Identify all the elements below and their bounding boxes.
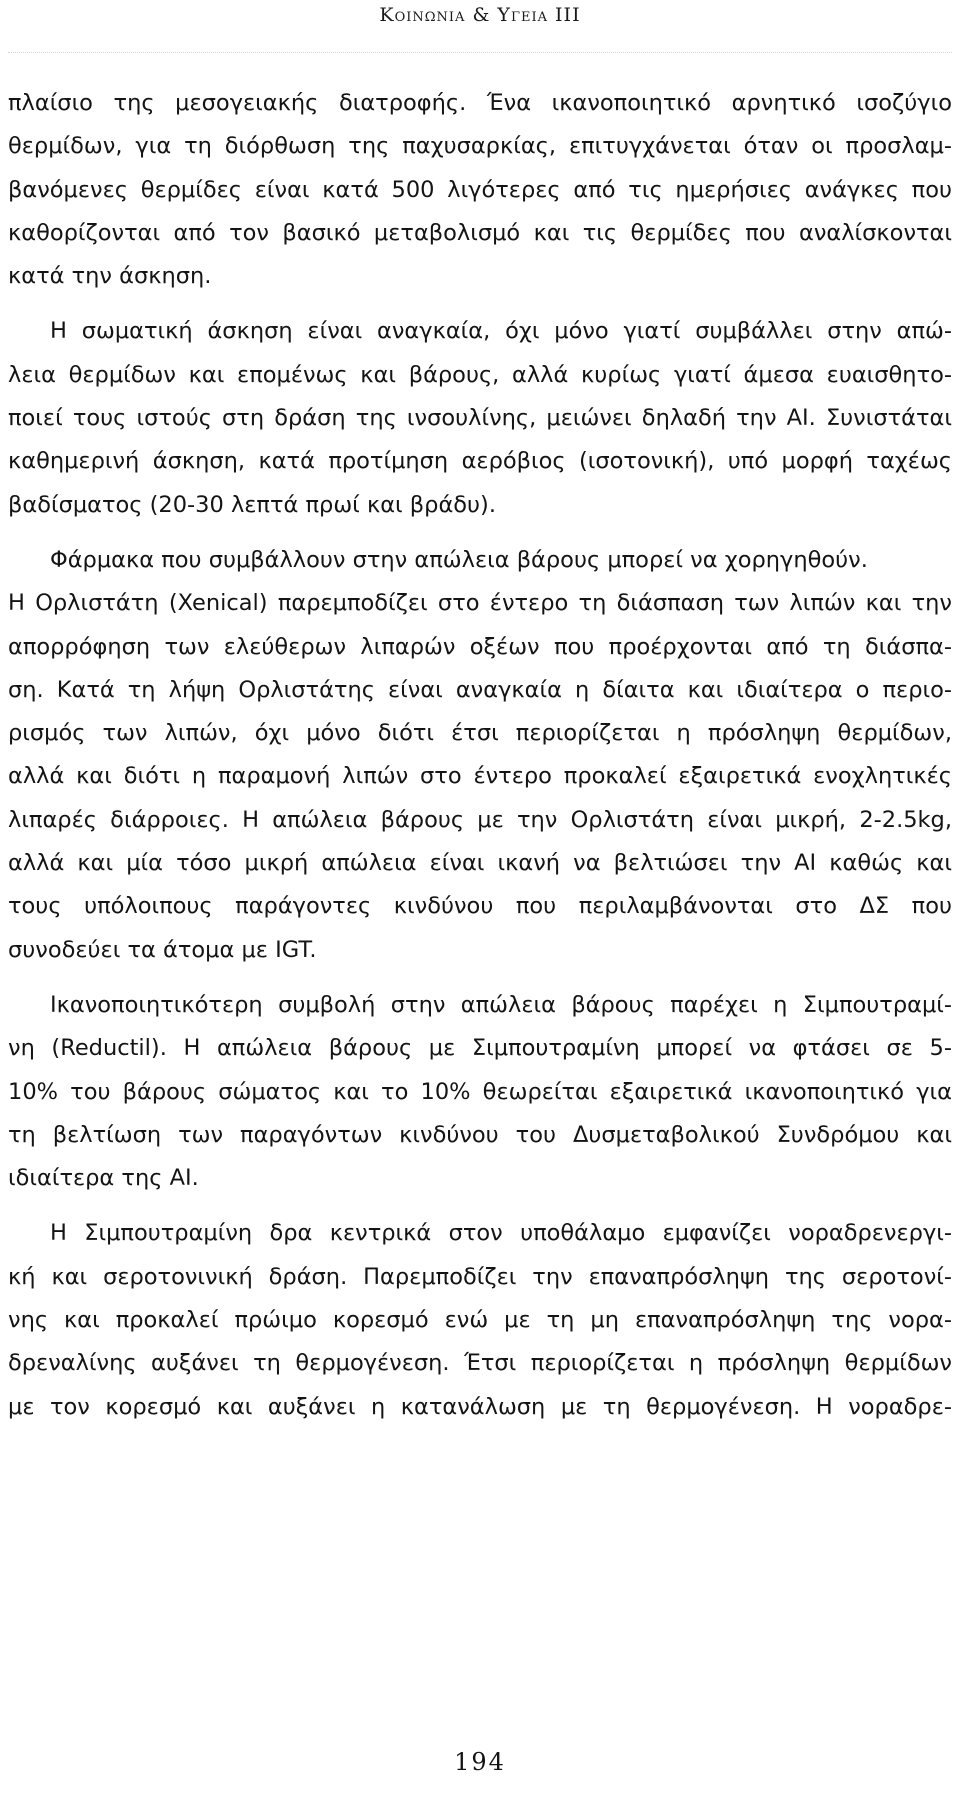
text-line: Φάρμακα που συμβάλλουν στην απώλεια βάρους μπορεί να χορηγηθούν. bbox=[50, 546, 868, 573]
paragraph bbox=[8, 1212, 952, 1428]
text-line: καθορίζονται από τον βασικό μεταβολισμό και τις θερμίδες που αναλίσκονται bbox=[8, 219, 952, 246]
text-line: κή και σεροτονινική δράση. Παρεμποδίζει την επαναπρόσληψη της σεροτονί- bbox=[8, 1263, 952, 1290]
text-line: τους υπόλοιπους παράγοντες κινδύνου που περιλαμβάνονται στο ΔΣ που bbox=[8, 893, 952, 920]
body-text bbox=[8, 82, 952, 1429]
text-line: 10% του βάρους σώματος και το 10% θεωρείται εξαιρετικά ικανοποιητικό για bbox=[8, 1078, 952, 1105]
text-line: Ικανοποιητικότερη συμβολή στην απώλεια βάρους παρέχει η Σιμπουτραμί- bbox=[50, 991, 952, 1018]
text-line: καθημερινή άσκηση, κατά προτίμηση αερόβιος (ισοτονική), υπό μορφή ταχέως bbox=[8, 448, 952, 475]
text-line: αλλά και διότι η παραμονή λιπών στο έντερο προκαλεί εξαιρετικά ενοχλητικές bbox=[8, 763, 952, 790]
paragraph bbox=[8, 82, 952, 298]
text-line: θερμίδων, για τη διόρθωση της παχυσαρκίας, επιτυγχάνεται όταν οι προσλαμ- bbox=[8, 133, 952, 160]
text-line: Η Σιμπουτραμίνη δρα κεντρικά στον υποθάλαμο εμφανίζει νοραδρενεργι- bbox=[50, 1220, 952, 1247]
paragraph bbox=[8, 984, 952, 1200]
paragraph bbox=[8, 539, 952, 972]
text-line: με τον κορεσμό και αυξάνει η κατανάλωση με τη θερμογένεση. Η νοραδρε- bbox=[8, 1393, 952, 1420]
text-line: βανόμενες θερμίδες είναι κατά 500 λιγότερες από τις ημερήσιες ανάγκες που bbox=[8, 176, 952, 203]
text-line: λεια θερμίδων και επομένως και βάρους, αλλά κυρίως γιατί άμεσα ευαισθητο- bbox=[8, 361, 952, 388]
text-line: Η Ορλιστάτη (Xenical) παρεμποδίζει στο έντερο τη διάσπαση των λιπών και την bbox=[8, 590, 952, 617]
text-line: ση. Κατά τη λήψη Ορλιστάτης είναι αναγκαία η δίαιτα και ιδιαίτερα ο περιο- bbox=[8, 676, 952, 703]
text-line: αλλά και μία τόσο μικρή απώλεια είναι ικανή να βελτιώσει την ΑΙ καθώς και bbox=[8, 850, 952, 877]
text-line: λιπαρές διάρροιες. Η απώλεια βάρους με την Ορλιστάτη είναι μικρή, 2-2.5kg, bbox=[8, 806, 952, 833]
text-line: κατά την άσκηση. bbox=[8, 263, 212, 290]
page-number: 194 bbox=[454, 1748, 506, 1776]
text-line: ιδιαίτερα της ΑΙ. bbox=[8, 1165, 199, 1192]
paragraph bbox=[8, 310, 952, 526]
text-line: νη (Reductil). Η απώλεια βάρους με Σιμπουτραμίνη μπορεί να φτάσει σε 5- bbox=[8, 1035, 952, 1062]
text-line: Η σωματική άσκηση είναι αναγκαία, όχι μόνο γιατί συμβάλλει στην απώ- bbox=[50, 318, 952, 345]
text-line: ρισμός των λιπών, όχι μόνο διότι έτσι περιορίζεται η πρόσληψη θερμίδων, bbox=[8, 720, 952, 747]
text-line: νης και προκαλεί πρώιμο κορεσμό ενώ με τη μη επαναπρόσληψη της νορα- bbox=[8, 1307, 952, 1334]
header-rule bbox=[8, 52, 952, 53]
running-head: Κοινωνια & Υγεια ΙΙΙ bbox=[379, 4, 581, 26]
text-line: απορρόφηση των ελεύθερων λιπαρών οξέων που προέρχονται από τη διάσπα- bbox=[8, 633, 952, 660]
text-line: πλαίσιο της μεσογειακής διατροφής. Ένα ικανοποιητικό αρνητικό ισοζύγιο bbox=[8, 90, 952, 116]
text-line: συνοδεύει τα άτομα με IGT. bbox=[8, 936, 317, 963]
text-line: τη βελτίωση των παραγόντων κινδύνου του Δυσμεταβολικού Συνδρόμου και bbox=[8, 1121, 952, 1148]
text-line: δρεναλίνης αυξάνει τη θερμογένεση. Έτσι περιορίζεται η πρόσληψη θερμίδων bbox=[8, 1350, 952, 1377]
text-line: βαδίσματος (20-30 λεπτά πρωί και βράδυ). bbox=[8, 491, 496, 518]
text-line: ποιεί τους ιστούς στη δράση της ινσουλίνης, μειώνει δηλαδή την ΑΙ. Συνιστάται bbox=[8, 405, 952, 432]
